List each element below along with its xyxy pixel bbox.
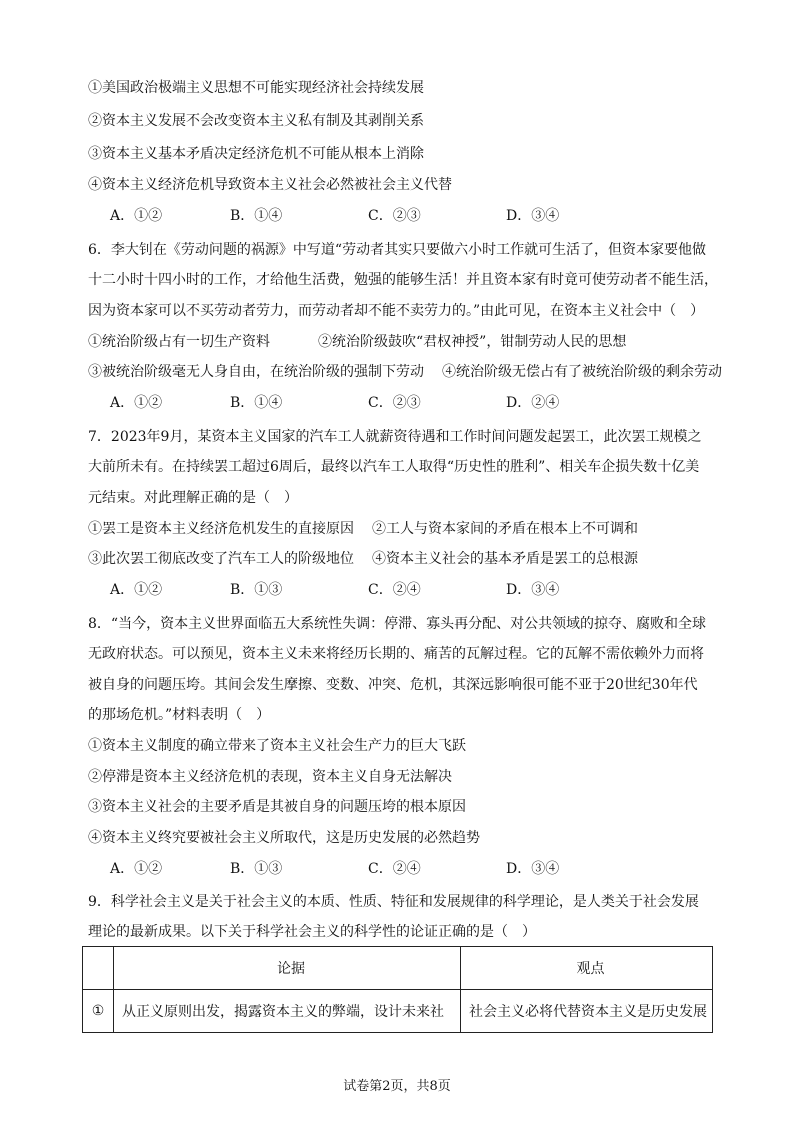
table-header-number [83,947,114,990]
q5-option-b[interactable]: B．①④ [230,208,283,224]
q7-statement-4: ④资本主义社会的基本矛盾是罢工的总根源 [372,551,638,567]
q7-statement-3: ③此次罢工彻底改变了汽车工人的阶级地位 [88,551,354,567]
q7-stem-line-2: 大前所未有。在持续罢工超过6周后，最终以汽车工人取得“历史性的胜利”、相关车企损失数十亿美 [88,459,700,475]
table-cell-basis: 从正义原则出发，揭露资本主义的弊端，设计未来社 [114,990,461,1033]
page-footer: 试卷第2页，共8页 [343,1079,451,1094]
table-header-view: 观点 [461,947,713,990]
q8-statement-1: ①资本主义制度的确立带来了资本主义社会生产力的巨大飞跃 [88,738,466,754]
q5-statement-2: ②资本主义发展不会改变资本主义私有制及其剥削关系 [88,113,424,129]
table-header-basis: 论据 [114,947,461,990]
q6-option-d[interactable]: D．②④ [506,395,560,411]
q6-statement-4: ④统治阶级无偿占有了被统治阶级的剩余劳动 [442,364,722,380]
q8-statement-3: ③资本主义社会的主要矛盾是其被自身的问题压垮的根本原因 [88,799,466,815]
q6-stem-line-1: 6．李大钊在《劳动问题的祸源》中写道“劳动者其实只要做六小时工作就可生活了，但资本家要他做 [88,242,707,258]
q7-stem-line-1: 7．2023年9月，某资本主义国家的汽车工人就薪资待遇和工作时间问题发起罢工，此次罢工规模之 [88,429,702,445]
q8-statement-2: ②停滞是资本主义经济危机的表现，资本主义自身无法解决 [88,769,452,785]
q7-option-b[interactable]: B．①③ [230,582,283,598]
q7-option-d[interactable]: D．③④ [506,582,560,598]
table-row [83,990,713,1033]
q8-stem-line-2: 无政府状态。可以预见，资本主义未来将经历长期的、痛苦的瓦解过程。它的瓦解不需依赖外力而将 [88,646,704,662]
q8-stem-line-4: 的那场危机。”材料表明（ ） [88,707,271,723]
table-header-row [83,947,713,990]
q8-option-a[interactable]: A．①② [110,861,163,877]
q6-statement-3: ③被统治阶级毫无人身自由，在统治阶级的强制下劳动 [88,364,424,380]
q8-option-c[interactable]: C．②④ [368,861,421,877]
q6-option-a[interactable]: A．①② [110,395,163,411]
q8-option-d[interactable]: D．③④ [506,861,560,877]
table-cell-view: 社会主义必将代替资本主义是历史发展 [461,990,713,1033]
q6-stem-line-2: 十二小时十四小时的工作，才给他生活费，勉强的能够生活！并且资本家有时竟可使劳动者不能生活， [88,272,718,288]
q9-argument-table [82,946,713,1033]
q8-stem-line-3: 被自身的问题压垮。其间会发生摩擦、变数、冲突、危机，其深远影响很可能不亚于20世纪30年代 [88,677,698,693]
q7-statement-2: ②工人与资本家间的矛盾在根本上不可调和 [372,521,638,537]
q7-stem-line-3: 元结束。对此理解正确的是（ ） [88,490,298,506]
q9-stem-line-2: 理论的最新成果。以下关于科学社会主义的科学性的论证正确的是（ ） [88,924,536,940]
q5-option-d[interactable]: D．③④ [506,208,560,224]
q6-option-c[interactable]: C．②③ [368,395,421,411]
q8-stem-line-1: 8．“当今，资本主义世界面临五大系统性失调：停滞、寡头再分配、对公共领域的掠夺、腐败和全球 [88,616,707,632]
q6-statement-2: ②统治阶级鼓吹“君权神授”，钳制劳动人民的思想 [318,334,627,350]
table-cell-number: ① [83,990,114,1033]
q7-statement-1: ①罢工是资本主义经济危机发生的直接原因 [88,521,354,537]
q6-stem-line-3: 因为资本家可以不买劳动者劳力，而劳动者却不能不卖劳力的。”由此可见，在资本主义社会中（ ） [88,303,705,319]
q6-statement-1: ①统治阶级占有一切生产资料 [88,334,270,350]
q5-statement-4: ④资本主义经济危机导致资本主义社会必然被社会主义代替 [88,177,452,193]
q5-option-a[interactable]: A．①② [110,208,163,224]
q8-option-b[interactable]: B．①③ [230,861,283,877]
q5-statement-1: ①美国政治极端主义思想不可能实现经济社会持续发展 [88,80,424,96]
q5-option-c[interactable]: C．②③ [368,208,421,224]
q7-option-c[interactable]: C．②④ [368,582,421,598]
q5-statement-3: ③资本主义基本矛盾决定经济危机不可能从根本上消除 [88,146,424,162]
q9-stem-line-1: 9．科学社会主义是关于社会主义的本质、性质、特征和发展规律的科学理论，是人类关于社会发展 [88,894,699,910]
q8-statement-4: ④资本主义终究要被社会主义所取代，这是历史发展的必然趋势 [88,830,480,846]
q7-option-a[interactable]: A．①② [110,582,163,598]
q6-option-b[interactable]: B．①④ [230,395,283,411]
